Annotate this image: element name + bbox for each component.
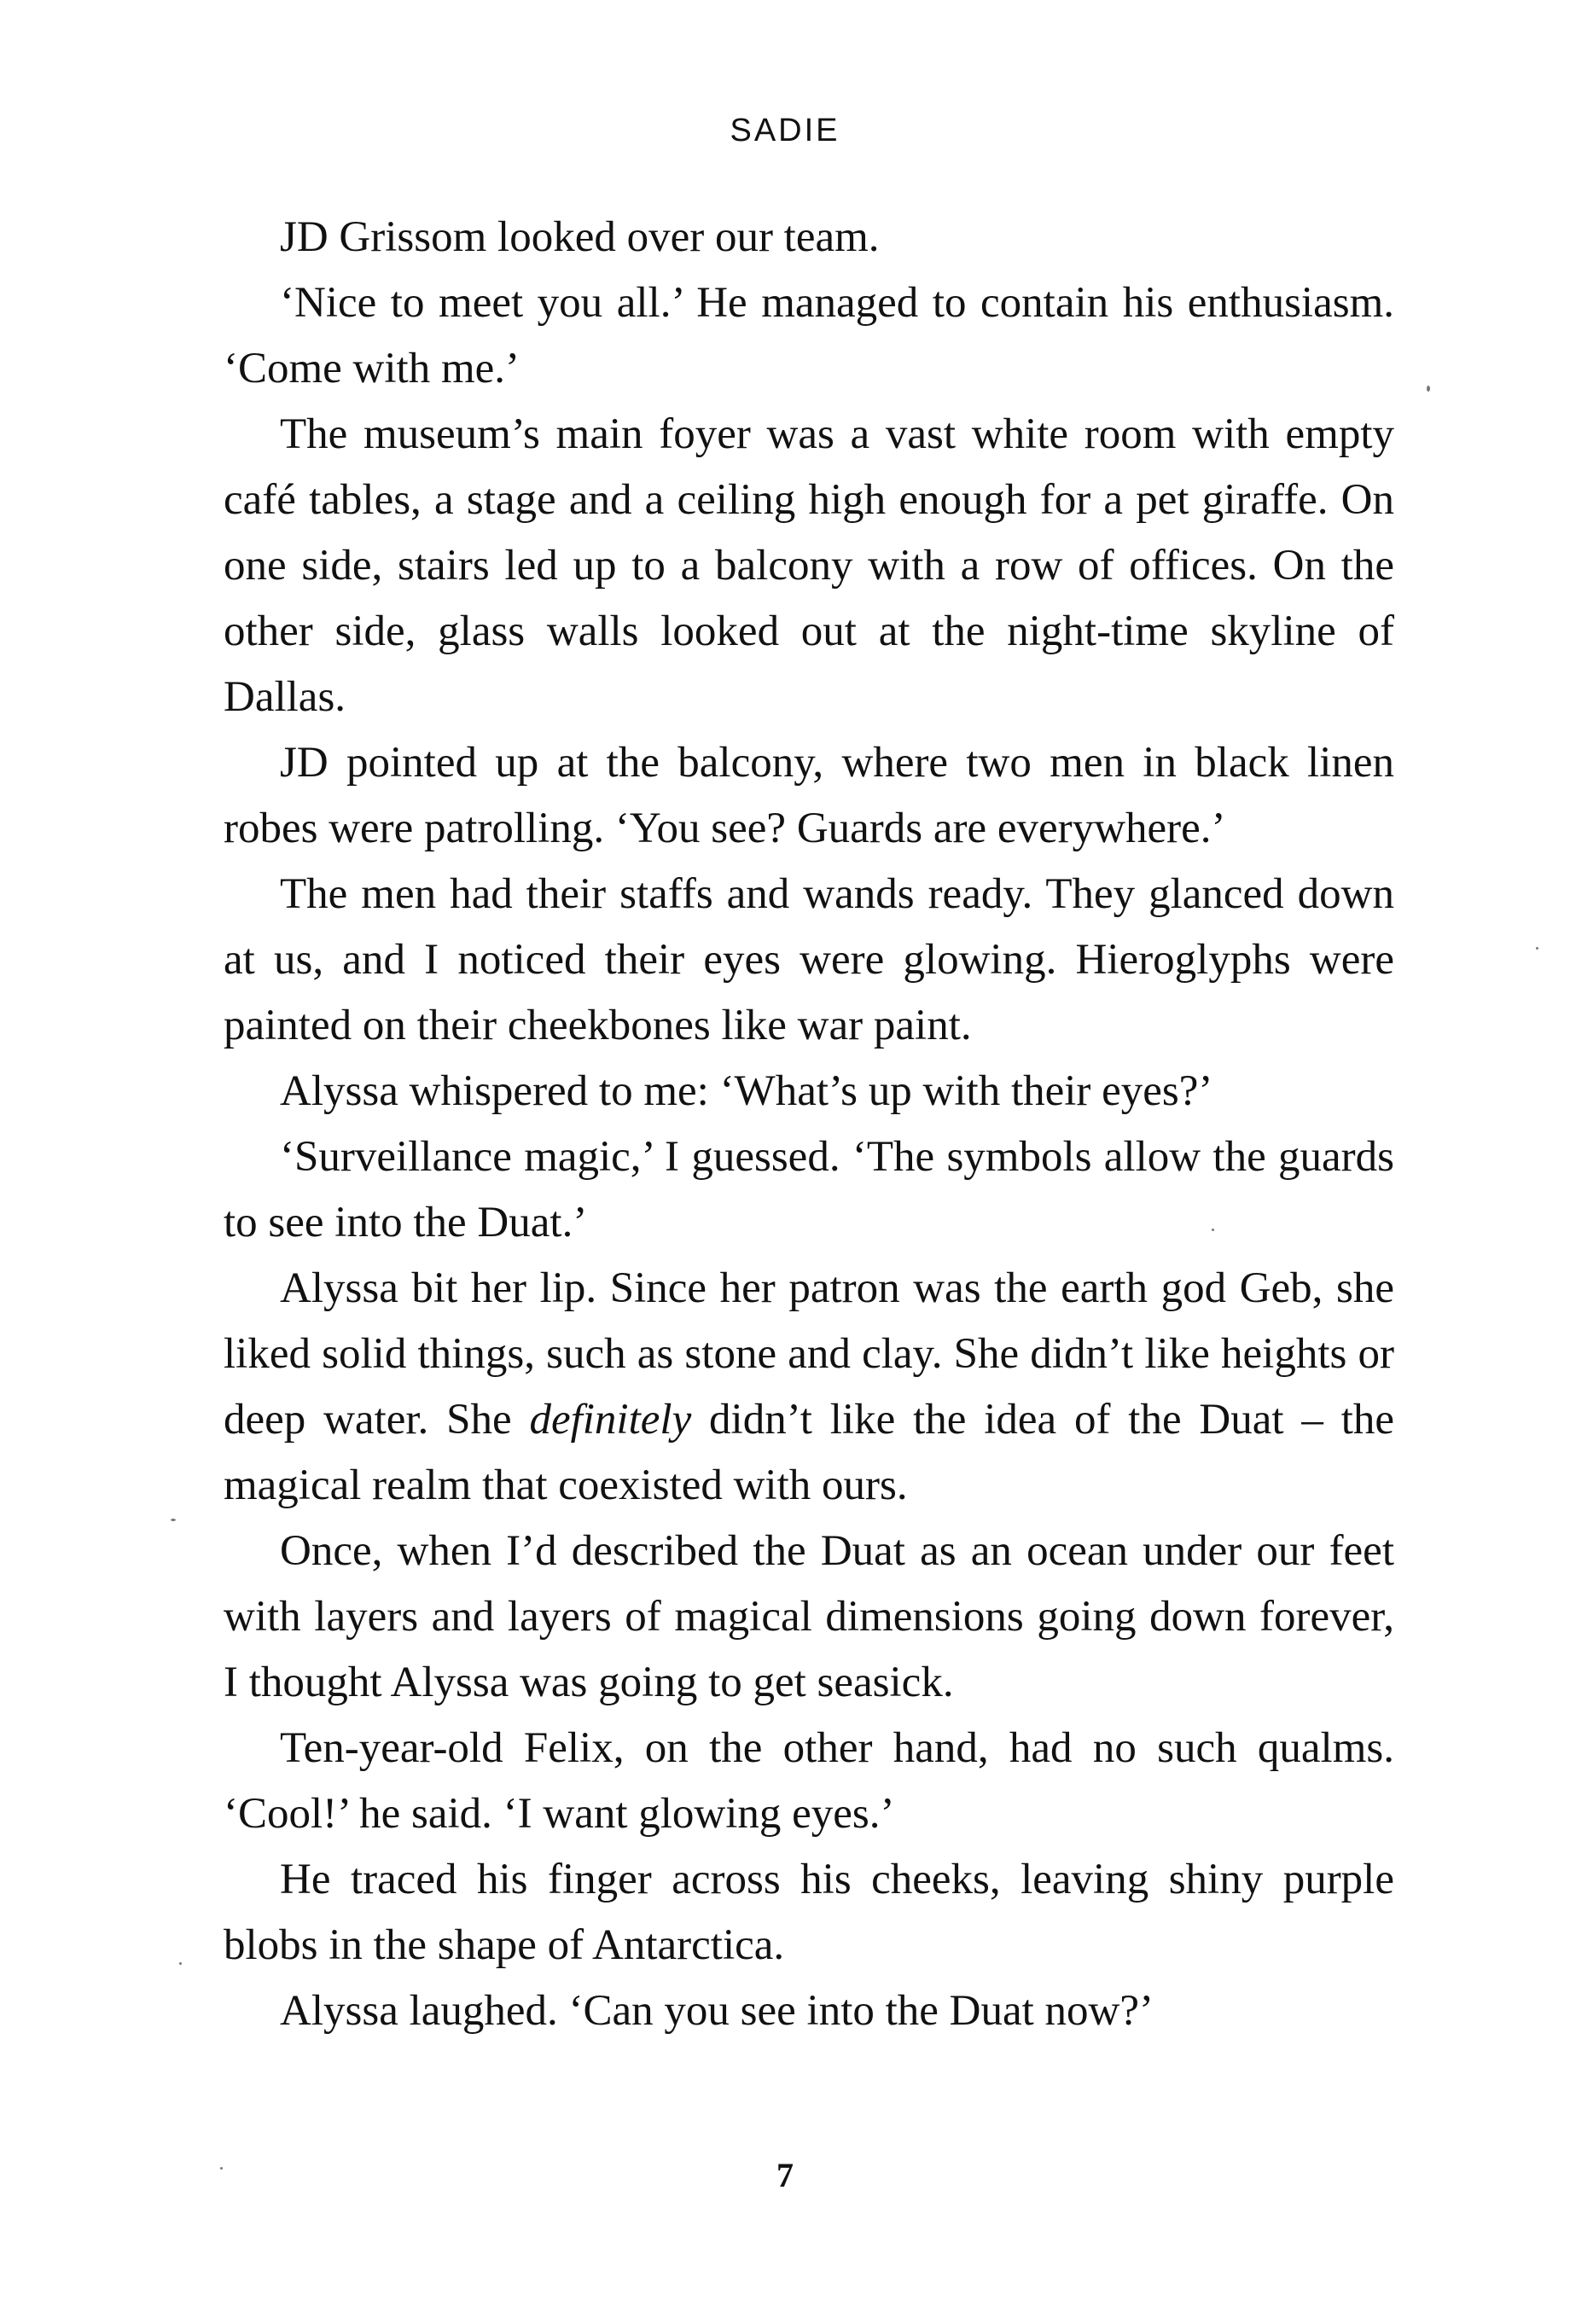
paragraph-6: Alyssa whispered to me: ‘What’s up with their eyes?’	[280, 1067, 1213, 1115]
paragraph-5: The men had their staffs and wands ready. They glanced down at us, and I noticed their eyes were glowing. Hieroglyphs were painted on their cheekbones like war paint.	[224, 870, 1394, 1049]
scan-speck	[1536, 947, 1538, 950]
scan-speck	[171, 1519, 176, 1521]
paragraph-8	[224, 1256, 1394, 1519]
scan-speck	[179, 1962, 182, 1965]
paragraph-9: Once, when I’d described the Duat as an ocean under our feet with layers and layers of magical dimensions going down forever, I thought Alyssa was going to get seasick.	[224, 1527, 1394, 1706]
body-text	[224, 205, 1394, 2044]
paragraph-8-lead: Alyssa bit her lip. Since her patron was the earth god Geb, she liked solid things, such as stone and clay. She didn’t like heights or deep water. She	[224, 1264, 1394, 1444]
running-head: SADIE	[730, 113, 840, 148]
scan-speck	[1212, 1229, 1214, 1231]
scan-speck	[1427, 386, 1430, 392]
paragraph-8-tail: didn’t like the idea of the Duat – the magical realm that coexisted with ours.	[224, 1396, 1395, 1509]
paragraph-11: He traced his finger across his cheeks, leaving shiny purple blobs in the shape of Antarctica.	[224, 1856, 1394, 1969]
paragraph-4: JD pointed up at the balcony, where two men in black linen robes were patrolling. ‘You see? Guards are everywhere.’	[224, 739, 1394, 852]
paragraph-7: ‘Surveillance magic,’ I guessed. ‘The symbols allow the guards to see into the Duat.’	[224, 1133, 1394, 1246]
page-number: 7	[776, 2156, 794, 2194]
paragraph-3: The museum’s main foyer was a vast white room with empty café tables, a stage and a ceiling high enough for a pet giraffe. On one side, stairs led up to a balcony with a row of offices. On the other side, glass walls looked out at the night-time skyline of Dallas.	[224, 410, 1394, 721]
paragraph-12: Alyssa laughed. ‘Can you see into the Duat now?’	[280, 1987, 1154, 2035]
paragraph-2: ‘Nice to meet you all.’ He managed to contain his enthusiasm. ‘Come with me.’	[224, 279, 1394, 392]
paragraph-8-emphasis: definitely	[529, 1396, 692, 1444]
paragraph-10: Ten-year-old Felix, on the other hand, had no such qualms. ‘Cool!’ he said. ‘I want glowing eyes.’	[224, 1724, 1394, 1838]
scan-speck	[220, 2167, 223, 2170]
paragraph-1: JD Grissom looked over our team.	[280, 213, 880, 261]
